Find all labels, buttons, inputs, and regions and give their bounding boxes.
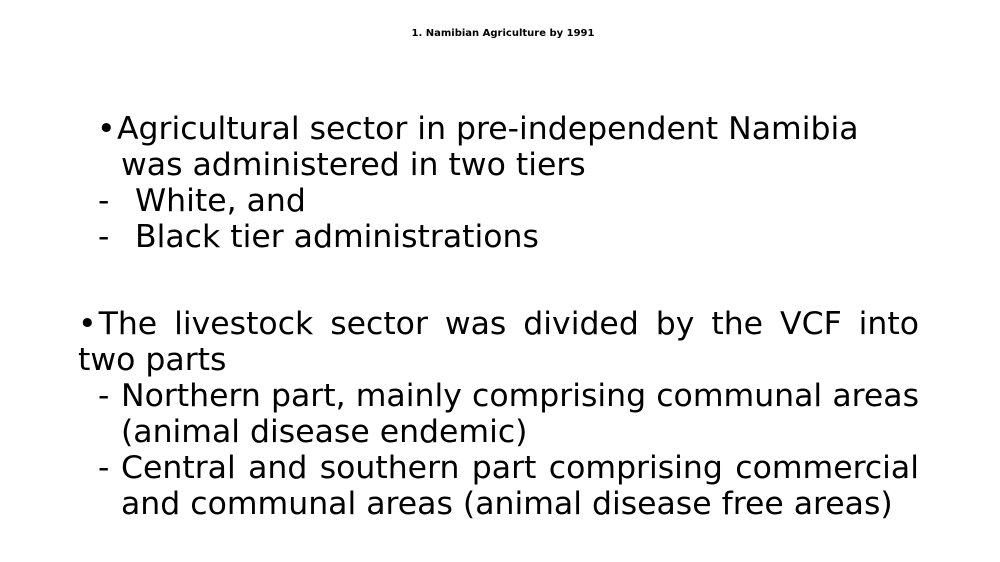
sub-item-text: Central and southern part comprising commercial and communal areas (animal disease free areas) [121, 450, 919, 522]
dash-icon: - [98, 378, 110, 414]
bullet-text-line1: Agricultural sector in pre-independent Namibia [117, 111, 859, 147]
sub-item-text: Northern part, mainly comprising communal areas (animal disease endemic) [121, 378, 919, 450]
bullet-item [78, 111, 919, 183]
sub-item-text: Black tier administrations [135, 219, 539, 255]
bullet-block-livestock-sector [78, 306, 919, 522]
bullet-item [78, 306, 919, 378]
dash-icon: - [98, 450, 110, 486]
bullet-text: The livestock sector was divided by the VCF into two parts [78, 306, 919, 378]
bullet-text-line2: was administered in two tiers [121, 147, 586, 183]
dash-icon: - [98, 219, 110, 255]
sub-item [78, 219, 919, 255]
sub-item [78, 378, 919, 450]
bullet-icon: • [97, 111, 116, 147]
sub-item [78, 450, 919, 522]
bullet-block-agricultural-sector [78, 111, 919, 255]
bullet-icon: • [78, 306, 97, 342]
sub-item-text: White, and [135, 183, 306, 219]
dash-icon: - [98, 183, 110, 219]
slide-title: 1. Namibian Agriculture by 1991 [411, 28, 595, 39]
sub-item [78, 183, 919, 219]
